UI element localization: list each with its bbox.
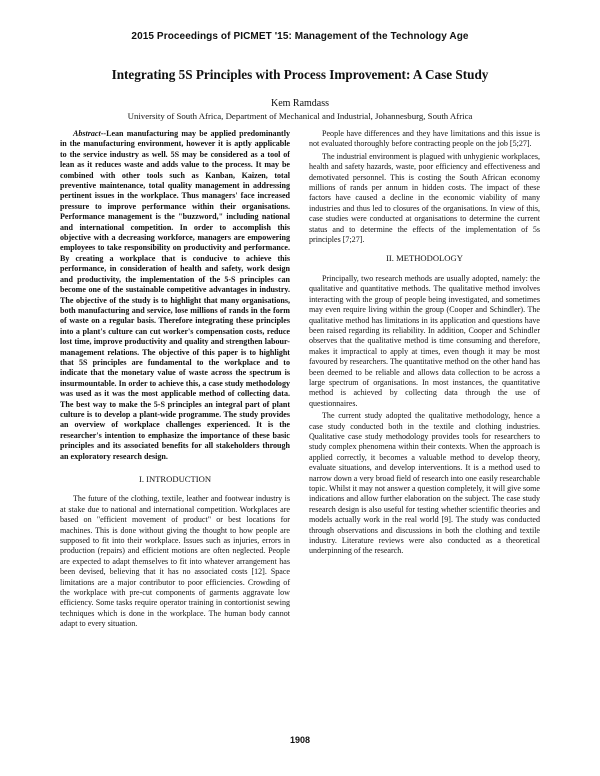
page-number: 1908 bbox=[289, 735, 311, 745]
paragraph: The industrial environment is plagued with unhygienic workplaces, health and safety hazards, waste, poor efficiency and effectiveness and demotivated personnel. This is costing the South African economy millions of rands per annum in hidden costs. The impact of these factors have caused a decline in the economic viability of many industries and thus led to closures of the organisations. In view of this, case studies were conducted at organisations to determine the current status and to determine the effects of the implementation of 5s principles [7;27]. bbox=[309, 151, 540, 245]
abstract-text: --Lean manufacturing may be applied predominantly in the manufacturing environment, however it is aptly applicable to the service industry as well. 5S may be considered as a tool of lean as it reduces waste and adds value to the process. It may be combined with other tools such as Kanban, Kaizen, total preventive maintenance, total quality management in addressing pertinent issues in the workplace. Thus managers' face increased pressure to improve performance within their organisations. Performance management is the "buzzword," including national and international competition. In order to accomplish this objective with a decreasing workforce, managers are empowering employees to take responsibility on productivity and performance. By creating a workplace that is conducive to achieve this performance, in consideration of health and safety, work design and productivity, the implementation of the 5-S principles can become one of the sustainable competitive advantages in industry. The objective of the study is to highlight that many organisations, both manufacturing and service, lose millions of rands in the form of waste on a regular basis. Therefore integrating these principles into a plant's culture can cut worker's compensation costs, reduce lost time, improve productivity and quality and strengthen labour-management relations. The objective of this paper is to highlight that 5S principles are fundamental to the workplace and to indicate that the monetary value of waste across the spectrum is insurmountable. In order to achieve this, a case study methodology was used as it was the most applicable method of collecting data. The best way to make the 5-S principles an integral part of plant culture is to develop a plant-wide programme. The study provides an overview of workplace challenges experienced. It is the researcher's intention to emphasize the importance of these basic principles and its associated benefits for all stakeholders through an exploratory research design. bbox=[60, 129, 290, 461]
left-column bbox=[60, 129, 290, 630]
paragraph: The current study adopted the qualitative methodology, hence a case study conducted both in the textile and clothing industries. Qualitative case study methodology provides tools for researchers to study complex phenomena within their contexts. When the approach is applied correctly, it becomes a valuable method to develop theory, evaluate situations, and develop interventions. It is a method used to narrow down a very broad field of research into one easily researchable topic. Whilst it may not answer a question completely, it will give some indications and allow further elaboration on the subject. The case study research design is also useful for testing whether scientific theories and models actually work in the real world [9]. The study was conducted through observations and discussions in both the clothing and textile industry. Literature reviews were also conducted as a theoretical underpinning of the research. bbox=[309, 411, 540, 556]
paragraph: Principally, two research methods are usually adopted, namely: the qualitative and quantitative methods. The qualitative method involves interacting with the group of people being investigated, and sometimes may even require living within the group (Cooper and Schindler). The qualitative method has limitations in its application and questions have been raised regarding its reliability. In addition, Cooper and Schindler observes that the qualitative method is time consuming and therefore, makes it impractical to apply at times, even though it may be most favoured by researchers. The quantitative method on the other hand has been deemed to be reliable and allows data collection to be across a large spectrum of organisations. In most instances, the quantitative method is achieved by collecting data through the use of questionnaires. bbox=[309, 273, 540, 408]
author-affiliation: University of South Africa, Department of Mechanical and Industrial, Johannesburg, South Africa bbox=[127, 111, 473, 121]
paragraph: People have differences and they have limitations and this issue is not evaluated thoroughly before contracting people on the job [5;27]. bbox=[309, 129, 540, 149]
paragraph: The future of the clothing, textile, leather and footwear industry is at stake due to national and international competition. Workplaces are based on "efficient movement of product" or best locations for machines. This is done without giving the thought to how people are supposed to fit into their workplace. Issues such as injuries, errors in production (repairs) and efficient motions are often neglected. People are expected to adapt themselves to fit into whatever arrangement has been devised, believing that it has no associated costs [12]. Space limitations are a major contributor to poor efficiencies. Crowding of the workplace with pre-cut components of garments aggravate low efficiency. Some tasks require operator training in contortionist sewing techniques which is done in the workplace. The human body cannot adapt to every situation. bbox=[60, 494, 290, 629]
proceedings-header: 2015 Proceedings of PICMET '15: Management of the Technology Age bbox=[131, 31, 469, 42]
right-column bbox=[309, 129, 540, 557]
paper-title: Integrating 5S Principles with Process Improvement: A Case Study bbox=[111, 67, 489, 82]
abstract bbox=[60, 129, 290, 462]
author-name: Kem Ramdass bbox=[270, 98, 330, 109]
section-heading-introduction: I. INTRODUCTION bbox=[138, 474, 212, 484]
section-heading-methodology: II. METHODOLOGY bbox=[386, 253, 463, 264]
abstract-label: Abstract bbox=[73, 129, 101, 138]
